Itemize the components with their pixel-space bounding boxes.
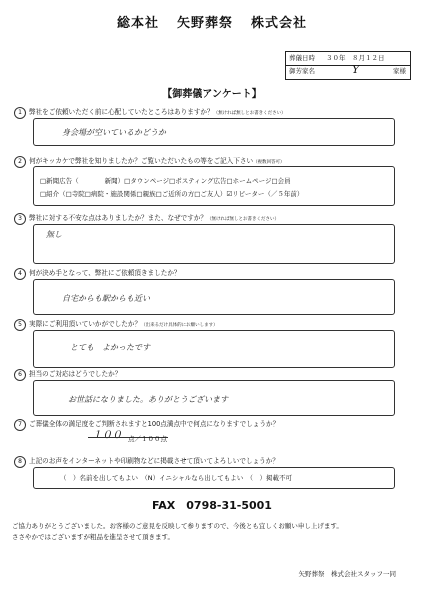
name-value: Y [352, 63, 360, 76]
question-text: 弊社に対する不安な点はありましたか？また、なぜですか？ [29, 214, 208, 222]
question-number: 5 [14, 319, 26, 331]
question-text: ご葬儀全体の満足度をご判断されますと100点満点中で何点になりますでしょうか？ [29, 420, 280, 428]
answer-1: 身会場が空いているかどうか [62, 128, 166, 137]
question-note: （無ければ無しとお書きください） [207, 217, 280, 222]
question-number: 2 [14, 156, 26, 168]
question-note: （無ければ無しとお書きください） [213, 111, 286, 116]
info-name-row [286, 65, 410, 78]
company-name [0, 12, 424, 31]
family-label: 家様 [393, 67, 406, 75]
question-text: 実際にご利用頂いていかがでしたか？ [29, 320, 142, 328]
question-note: （出来るだけ具体的にお願いします） [141, 323, 218, 328]
question-text: 何がキッカケで弊社を知りましたか？ご覧いただいたもの等をご記入下さい [29, 157, 254, 165]
q8-options[interactable]: （ ）名前を出してもよい （N）イニシャルなら出してもよい （ ）掲載不可 [60, 474, 292, 482]
question-text: 上記のお声をインターネットや印刷物などに掲載させて頂いてよろしいでしょうか？ [29, 457, 279, 465]
question-number: 8 [14, 456, 26, 468]
name-label: 御芳家名 [289, 67, 315, 75]
thanks-line-1: ご協力ありがとうございました。お客様のご意見を反映して参りますので、今後とも宜しくお願い申し上げます。 [12, 522, 343, 530]
company-part-a: 総本社 [116, 16, 159, 31]
question-7 [14, 418, 279, 431]
date-value: ３０年 ８月１２日 [326, 54, 385, 62]
question-number: 3 [14, 213, 26, 225]
answer-box-2 [33, 166, 395, 206]
question-note: （複数回答可） [253, 160, 285, 165]
question-text: 弊社をご依頼いただく前に心配していたところはありますか？ [29, 108, 214, 116]
answer-3: 無し [46, 230, 62, 239]
answer-6: お世話になりました。ありがとうございます [68, 395, 228, 404]
question-text: 何が決め手となって、弊社にご依頼頂きましたか？ [29, 269, 181, 277]
answer-box-3[interactable] [33, 224, 395, 264]
company-part-c: 株式会社 [251, 16, 308, 31]
answer-4: 自宅からも駅からも近い [62, 294, 150, 303]
info-date-row [286, 52, 410, 66]
date-label: 葬儀日時 [289, 54, 315, 62]
footer-signature: 矢野葬祭 株式会社スタッフ一同 [298, 570, 396, 578]
q2-options-line1[interactable]: □新聞広告（ 新聞）□タウンページ□ポスティング広告□ホームページ□会員 [40, 177, 291, 185]
score-value: １００ [92, 430, 122, 441]
question-number: 1 [14, 107, 26, 119]
question-number: 7 [14, 419, 26, 431]
fax-number: FAX 0798-31-5001 [152, 499, 272, 512]
answer-5: とても よかったです [70, 343, 150, 352]
thanks-line-2: ささやかではございますが粗品を進呈させて頂きます。 [12, 533, 174, 541]
question-text: 担当のご対応はどうでしたか？ [29, 370, 122, 378]
info-box [285, 51, 411, 80]
survey-title: 【御葬儀アンケート】 [162, 89, 262, 100]
question-number: 6 [14, 369, 26, 381]
thanks-message [12, 521, 343, 543]
q2-options-line2[interactable]: □紹介（□寺院□病院・施設関係□親族□ご近所の方□ご友人）☑リピーター（／５年前） [40, 190, 304, 198]
company-part-b: 矢野葬祭 [176, 16, 233, 31]
score-unit: 点／１００点 [128, 435, 167, 443]
question-number: 4 [14, 268, 26, 280]
